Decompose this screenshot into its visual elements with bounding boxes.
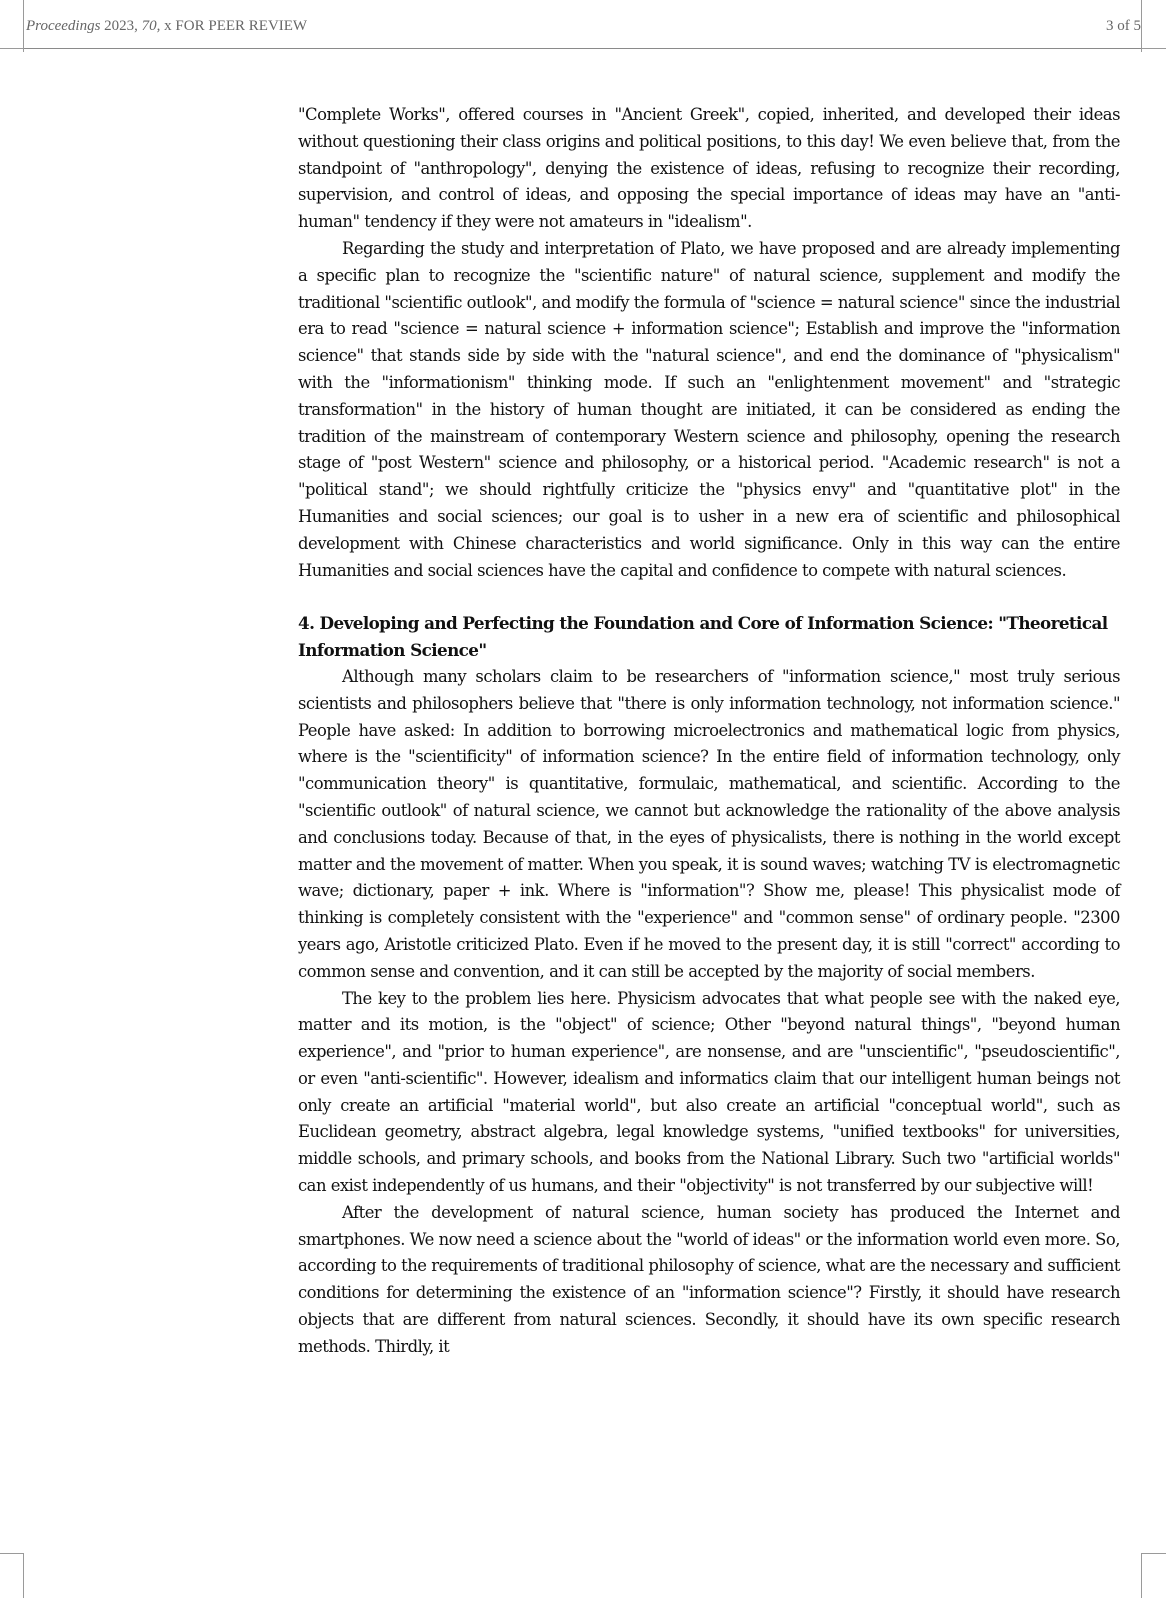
crop-mark-top-left-h: [0, 48, 24, 49]
journal-year: 2023,: [104, 18, 138, 34]
crop-mark-bottom-left-v: [23, 1553, 24, 1598]
crop-mark-bottom-right-v: [1141, 1553, 1142, 1598]
crop-mark-bottom-right-h: [1141, 1553, 1166, 1554]
journal-volume: 70,: [141, 18, 161, 34]
review-label: x FOR PEER REVIEW: [164, 18, 308, 34]
page-number: 3 of 5: [1106, 18, 1141, 34]
crop-mark-top-left-v: [23, 0, 24, 52]
paragraph-plato-study: Regarding the study and interpretation of Plato, we have proposed and are already implementing a specific plan to recognize the "scientific nature" of natural science, supplement and modify the traditional "scientific outlook", and modify the formula of "science = natural science" since the industrial era to read "science = natural science + information science"; Establish and improve the "information science" that stands side by side with the "natural science", and end the dominance of "physicalism" with the "informationism" thinking mode. If such an "enlightenment movement" and "strategic transformation" in the history of human thought are initiated, it can be considered as ending the tradition of the mainstream of contemporary Western science and philosophy, opening the research stage of "post Western" science and philosophy, or a historical period. "Academic research" is not a "political stand"; we should rightfully criticize the "physics envy" and "quantitative plot" in the Humanities and social sciences; our goal is to usher in a new era of scientific and philosophical development with Chinese characteristics and world significance. Only in this way can the entire Humanities and social sciences have the capital and confidence to compete with natural sciences.: [298, 238, 1120, 580]
running-header: [26, 18, 307, 35]
paragraph-continued: "Complete Works", offered courses in "Ancient Greek", copied, inherited, and developed their ideas without questioning their class origins and political positions, to this day! We even believe that, from the standpoint of "anthropology", denying the existence of ideas, refusing to recognize their recording, supervision, and control of ideas, and opposing the special importance of ideas may have an "anti-human" tendency if they were not amateurs in "idealism".: [298, 105, 1120, 232]
crop-mark-top-right-v: [1141, 0, 1142, 52]
paragraph-internet-era: After the development of natural science, human society has produced the Internet and smartphones. We now need a science about the "world of ideas" or the information world even more. So, according to the requirements of traditional philosophy of science, what are the necessary and sufficient conditions for determining the existence of an "information science"? Firstly, it should have research objects that are different from natural sciences. Secondly, it should have its own specific research methods. Thirdly, it: [298, 1202, 1120, 1356]
journal-name: Proceedings: [26, 18, 101, 34]
paragraph-information-science: Although many scholars claim to be researchers of "information science," most truly serious scientists and philosophers believe that "there is only information technology, not information science." People have asked: In addition to borrowing microelectronics and mathematical logic from physics, where is the "scientificity" of information science? In the entire field of information technology, only "communication theory" is quantitative, formulaic, mathematical, and scientific. According to the "scientific outlook" of natural science, we cannot but acknowledge the rationality of the above analysis and conclusions today. Because of that, in the eyes of physicalists, there is nothing in the world except matter and the movement of matter. When you speak, it is sound waves; watching TV is electromagnetic wave; dictionary, paper + ink. Where is "information"? Show me, please! This physicalist mode of thinking is completely consistent with the "experience" and "common sense" of ordinary people. "2300 years ago, Aristotle criticized Plato. Even if he moved to the present day, it is still "correct" according to common sense and convention, and it can still be accepted by the majority of social members.: [298, 666, 1120, 981]
crop-mark-bottom-left-h: [0, 1553, 24, 1554]
section-heading: 4. Developing and Perfecting the Foundation and Core of Information Science: "Theoretical Information Science": [298, 613, 1108, 661]
document-body: [298, 102, 1120, 1361]
crop-mark-top-right-h: [1141, 48, 1166, 49]
page-header: [24, 14, 1141, 49]
paragraph-physicism: The key to the problem lies here. Physicism advocates that what people see with the naked eye, matter and its motion, is the "object" of science; Other "beyond natural things", "beyond human experience", and "prior to human experience", are nonsense, and are "unscientific", "pseudoscientific", or even "anti-scientific". However, idealism and informatics claim that our intelligent human beings not only create an artificial "material world", but also create an artificial "conceptual world", such as Euclidean geometry, abstract algebra, legal knowledge systems, "unified textbooks" for universities, middle schools, and primary schools, and books from the National Library. Such two "artificial worlds" can exist independently of us humans, and their "objectivity" is not transferred by our subjective will!: [298, 988, 1120, 1196]
